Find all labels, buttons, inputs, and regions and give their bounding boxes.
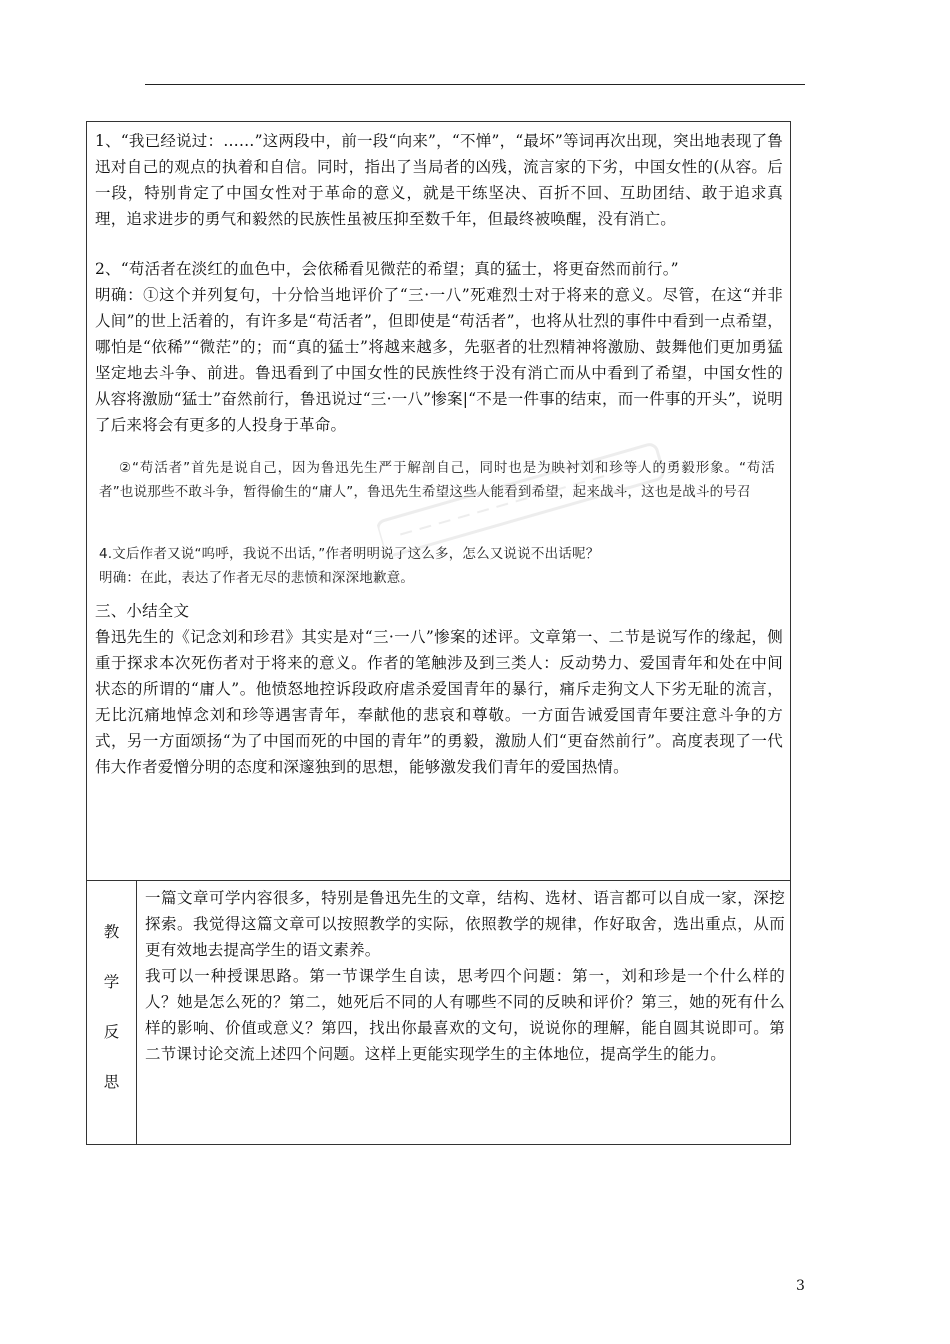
reflection-label <box>87 919 136 1119</box>
item-1-analysis: 1、“我已经说过：……”这两段中，前一段“向来”，“不惮”，“最坏”等词再次出现，突出地表现了鲁迅对自己的观点的执着和自信。同时，指出了当局者的凶残，流言家的下劣，中国女性的(从容。后一段，特别肯定了中国女性对于革命的意义，就是干练坚决、百折不回、互助团结、敢于追求真理，追求进步的勇气和毅然的民族性虽被压抑至数千年，但最终被唤醒，没有消亡。 <box>95 132 783 228</box>
summary-block <box>95 598 783 780</box>
reflection-text <box>145 885 785 1067</box>
item-4-answer: 明确：在此，表达了作者无尽的悲愤和深深地歉意。 <box>99 570 415 586</box>
reflection-label-char-1: 教 <box>103 923 120 941</box>
item-2-answer: 明确：①这个并列复句，十分恰当地评价了“三·一八”死难烈士对于将来的意义。尽管，在这“并非人间”的世上活着的，有许多是“苟活者”，但即使是“苟活者”，也将从壮烈的事件中看到一点希望，哪怕是“依稀”“微茫”的；而“真的猛士”将越来越多，先驱者的壮烈精神将激励、鼓舞他们更加勇猛坚定地去斗争、前进。鲁迅看到了中国女性的民族性终于没有消亡而从中看到了希望，中国女性的从容将激励“猛士”奋然前行，鲁迅说过“三·一八”惨案|“不是一件事的结束，而一件事的开头”，说明了后来将会有更多的人投身于革命。 <box>95 286 783 434</box>
teaching-reflection-cell <box>86 881 791 1145</box>
reflection-label-char-4: 思 <box>103 1073 120 1091</box>
reflection-paragraph-1: 一篇文章可学内容很多，特别是鲁迅先生的文章，结构、选材、语言都可以自成一家，深挖探索。我觉得这篇文章可以按照教学的实际，依照教学的规律，作好取舍，选出重点，从而更有效地去提高学生的语文素养。 <box>145 889 785 959</box>
summary-heading: 三、小结全文 <box>95 602 190 620</box>
upper-text-block <box>95 128 783 438</box>
page-number: 3 <box>796 1278 805 1294</box>
reflection-divider <box>136 881 137 1144</box>
reflection-label-char-3: 反 <box>103 1023 120 1041</box>
reflection-label-char-2: 学 <box>103 973 120 991</box>
item-4-question: 4.文后作者又说“呜呼，我说不出话，”作者明明说了这么多，怎么又说说不出话呢？ <box>99 546 600 562</box>
item-2-note-text: ②“苟活者”首先是说自己，因为鲁迅先生严于解剖自己，同时也是为映衬刘和珍等人的勇毅形象。“苟活者”也说那些不敢斗争，暂得偷生的“庸人”，鲁迅先生希望这些人能看到希望，起来战斗，这也是战斗的号召 <box>99 460 775 500</box>
reflection-paragraph-2: 我可以一种授课思路。第一节课学生自读，思考四个问题：第一，刘和珍是一个什么样的人？她是怎么死的？第二，她死后不同的人有哪些不同的反映和评价？第三，她的死有什么样的影响、价值或意义？第四，找出你最喜欢的文句，说说你的理解，能自圆其说即可。第二节课讨论交流上述四个问题。这样上更能实现学生的主体地位，提高学生的能力。 <box>145 967 785 1063</box>
summary-body: 鲁迅先生的《记念刘和珍君》其实是对“三·一八”惨案的述评。文章第一、二节是说写作的缘起，侧重于探求本次死伤者对于将来的意义。作者的笔触涉及到三类人：反动势力、爱国青年和处在中间状态的所谓的“庸人”。他愤怒地控诉段政府虐杀爱国青年的暴行，痛斥走狗文人下劣无耻的流言，无比沉痛地悼念刘和珍等遇害青年，奉献他的悲哀和尊敬。一方面告诫爱国青年要注意斗争的方式，另一方面颂扬“为了中国而死的中国的青年”的勇毅，激励人们“更奋然前行”。高度表现了一代伟大作者爱憎分明的态度和深邃独到的思想，能够激发我们青年的爱国热情。 <box>95 628 783 776</box>
header-rule <box>145 84 805 85</box>
item-2-question: 2、“苟活者在淡红的血色中，会依稀看见微茫的希望；真的猛士，将更奋然而前行。” <box>95 260 679 278</box>
